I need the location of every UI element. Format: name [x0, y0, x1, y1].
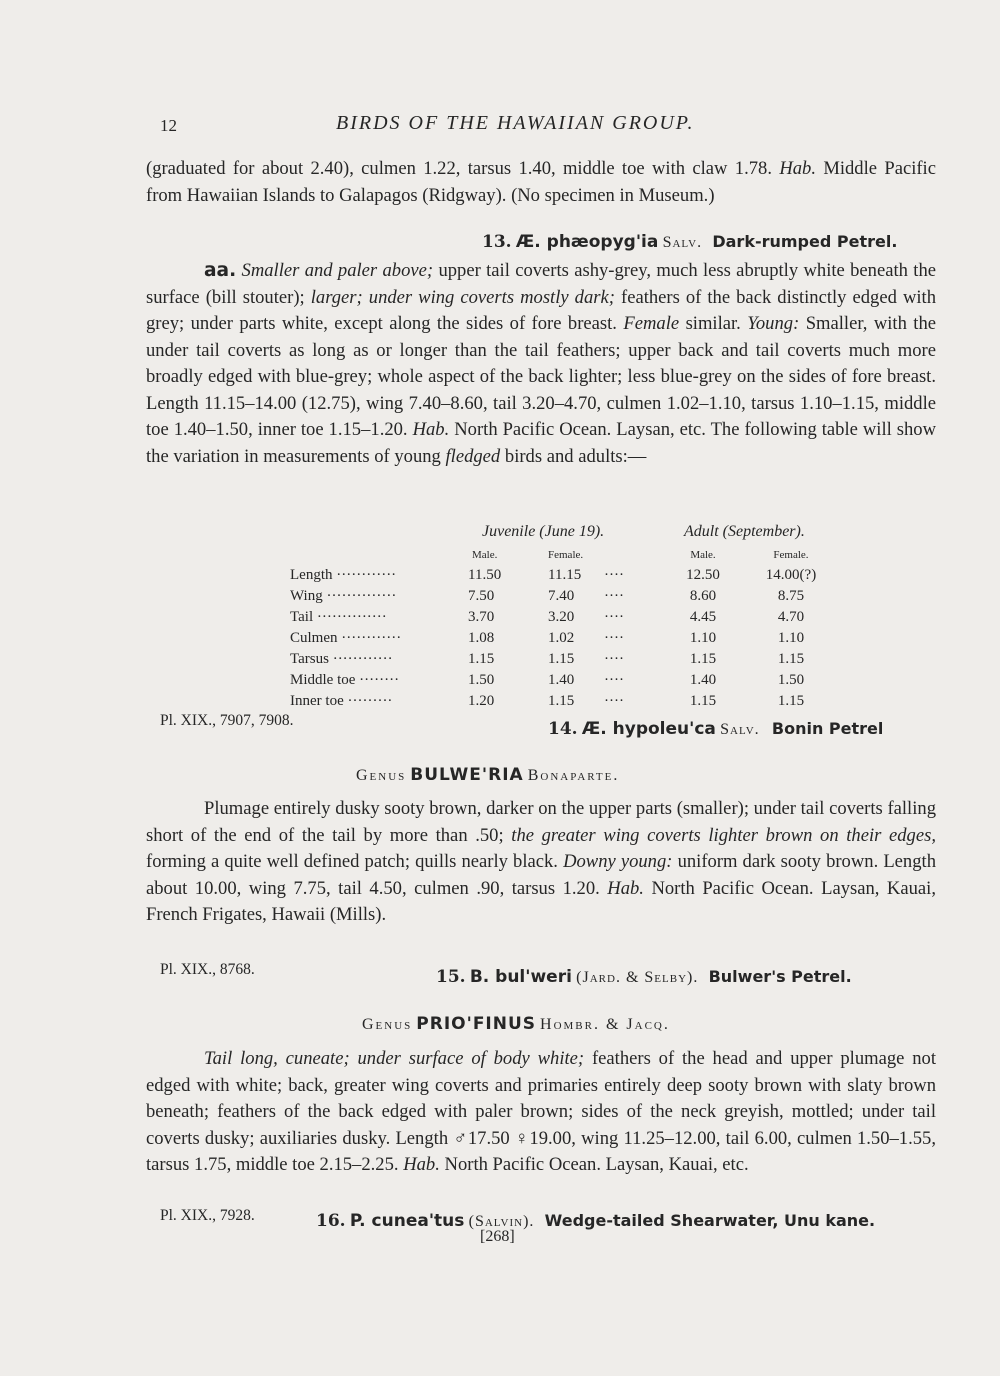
species-authority: Salv. — [662, 234, 703, 251]
italic-text: fledged — [445, 445, 501, 467]
body-text: North Pacific Ocean. Laysan, Kauai, French Frigates, Hawaii (Mills). — [146, 877, 936, 925]
intro-text: (graduated for about 2.40), culmen 1.22, tarsus 1.40, middle toe with claw 1.78. — [146, 158, 772, 179]
genus-name: PRIO'FINUS — [416, 1014, 537, 1034]
species-number: 16. — [316, 1211, 346, 1231]
body-text: Smaller, with the under tail coverts as long as or longer than the tail feathers; upper back and tail coverts much more broadly edged with blue-grey; whole aspect of the back lighter; less blue-grey on the sides of fore breast. Length 11.15–14.00 (12.75), wing 7.40–8.60, tail 3.20–4.70, culmen 1.02–1.10, tarsus 1.10–1.15, middle toe 1.40–1.50, inner toe 1.15–1.20. — [146, 313, 937, 440]
adult-male-value: 1.15 — [689, 693, 717, 709]
juvenile-female-value: 11.15 — [548, 567, 582, 583]
juvenile-male-value: 1.15 — [468, 651, 495, 667]
genus-heading-bulweria — [356, 765, 619, 785]
species-heading-16 — [316, 1211, 875, 1231]
italic-text: larger; under wing coverts mostly dark; — [310, 286, 615, 308]
species-authority: (Salvin). — [468, 1213, 535, 1230]
body-text: feathers of the back distinctly edged with grey; under parts white, except along the sides of fore breast. — [146, 286, 936, 334]
species-13-description — [146, 258, 936, 470]
body-text: uniform dark sooty brown. Length about 10.00, wing 7.75, tail 4.50, culmen .90, tarsus 1.20. — [146, 851, 936, 899]
bulweria-description — [146, 796, 936, 929]
genus-authority: Hombr. & Jacq. — [540, 1016, 670, 1033]
adult-female-value: 8.75 — [777, 588, 805, 604]
body-text: similar. — [685, 313, 741, 334]
adult-male-value: 1.15 — [689, 651, 717, 667]
species-number: 15. — [436, 967, 466, 987]
measurement-row: Length ············ 11.50 11.15 ···· 12.50 14.00(?) — [290, 565, 836, 586]
species-name: Æ. phæopyg'ia — [515, 232, 659, 252]
genus-prefix: Genus — [362, 1016, 413, 1033]
body-text: upper tail coverts ashy-grey, much less abruptly white beneath the surface (bill stouter); — [146, 260, 936, 308]
adult-female-value: 14.00(?) — [765, 567, 817, 583]
intro-hab-text: Middle Pacific from Hawaiian Islands to Galapagos (Ridgway). (No specimen in Museum.) — [146, 158, 936, 206]
italic-text: Hab. — [403, 1154, 440, 1175]
measurement-label: Wing ·············· — [290, 588, 397, 604]
column-juvenile-male: Male. — [472, 548, 498, 561]
species-authority: Salv. — [720, 721, 760, 738]
juvenile-male-value: 3.70 — [468, 609, 495, 625]
measurement-label: Culmen ············ — [290, 630, 402, 646]
adult-male-value: 4.45 — [689, 609, 717, 625]
body-text: North Pacific Ocean. Laysan, etc. The following table will show the variation in measurements of young — [146, 419, 937, 467]
genus-heading-priofinus — [362, 1014, 670, 1034]
body-text: birds and adults:— — [504, 445, 647, 467]
adult-male-value: 1.40 — [689, 672, 717, 688]
species-common-name: Bonin Petrel — [771, 719, 884, 738]
adult-male-value: 8.60 — [689, 588, 717, 604]
italic-text: Downy young: — [563, 851, 673, 872]
measurement-row: Tarsus ············ 1.15 1.15 ···· 1.15 1.15 — [290, 649, 836, 670]
italic-text: Hab. — [607, 877, 644, 899]
species-name: B. bul'weri — [469, 967, 572, 987]
genus-authority: Bonaparte. — [527, 767, 620, 784]
column-adult-male: Male. — [690, 548, 716, 561]
adult-female-value: 1.15 — [777, 693, 805, 709]
species-heading-13 — [482, 232, 897, 252]
group-juvenile: Juvenile (June 19). — [482, 523, 605, 540]
juvenile-male-value: 1.50 — [468, 672, 495, 688]
measurement-label: Tail ·············· — [290, 609, 387, 625]
juvenile-female-value: 7.40 — [548, 588, 575, 604]
juvenile-female-value: 1.02 — [548, 630, 575, 646]
plate-reference-14: Pl. XIX., 7907, 7908. — [160, 712, 294, 729]
measurement-row: Middle toe ········ 1.50 1.40 ···· 1.40 1.50 — [290, 670, 836, 691]
species-number: 13. — [482, 232, 512, 252]
species-number: 14. — [548, 719, 578, 739]
measurement-row: Culmen ············ 1.08 1.02 ···· 1.10 1.10 — [290, 628, 836, 649]
hab-label: Hab. — [779, 158, 816, 179]
juvenile-female-value: 3.20 — [548, 609, 575, 625]
measurement-label: Middle toe ········ — [290, 672, 400, 688]
species-common-name: Bulwer's Petrel. — [708, 967, 852, 986]
italic-text: Female — [623, 313, 680, 334]
italic-text: Hab. — [412, 419, 450, 440]
intro-paragraph — [146, 156, 936, 209]
body-text: Plumage entirely dusky sooty brown, darker on the upper parts (smaller); under tail coverts falling short of the end of the tail by more than .50; — [146, 798, 936, 846]
species-authority: (Jard. & Selby). — [576, 969, 699, 986]
measurement-row: Tail ·············· 3.70 3.20 ···· 4.45 4.70 — [290, 607, 836, 628]
measurements-table — [290, 520, 836, 712]
measurements-body — [290, 565, 836, 712]
body-text: North Pacific Ocean. Laysan, Kauai, etc. — [444, 1154, 749, 1175]
genus-prefix: Genus — [356, 767, 407, 784]
adult-female-value: 4.70 — [777, 609, 805, 625]
key-label: aa. — [204, 260, 237, 281]
folio-number: [268] — [480, 1228, 515, 1245]
adult-female-value: 1.50 — [777, 672, 805, 688]
juvenile-male-value: 1.08 — [468, 630, 495, 646]
body-text: feathers of the head and upper plumage not edged with white; back, greater wing coverts and primaries entirely deep sooty brown with slaty brown beneath; feathers of the back edged with paler brown; sides of the neck greyish, mottled; under tail coverts dusky; auxiliaries dusky. Length ♂17.50 ♀19.00, wing 11.25–12.00, tail 6.00, culmen 1.50–1.55, tarsus 1.75, middle toe 2.15–2.25. — [146, 1048, 937, 1175]
juvenile-female-value: 1.15 — [548, 693, 575, 709]
running-title: BIRDS OF THE HAWAIIAN GROUP. — [336, 112, 695, 134]
plate-reference-15: Pl. XIX., 8768. — [160, 961, 255, 978]
juvenile-female-value: 1.40 — [548, 672, 575, 688]
measurement-row: Inner toe ········· 1.20 1.15 ···· 1.15 1.15 — [290, 691, 836, 712]
adult-female-value: 1.10 — [777, 630, 805, 646]
measurement-label: Tarsus ············ — [290, 651, 393, 667]
measurement-label: Inner toe ········· — [290, 693, 393, 709]
adult-male-value: 12.50 — [686, 567, 720, 583]
adult-female-value: 1.15 — [777, 651, 805, 667]
italic-text: the greater wing coverts lighter brown on their edges, — [511, 824, 936, 846]
juvenile-male-value: 7.50 — [468, 588, 495, 604]
adult-male-value: 1.10 — [689, 630, 717, 646]
italic-text: Smaller and paler above; — [241, 260, 434, 281]
group-adult: Adult (September). — [684, 523, 805, 540]
page-number: 12 — [160, 116, 177, 135]
juvenile-male-value: 1.20 — [468, 693, 495, 709]
species-name: P. cunea'tus — [349, 1211, 465, 1231]
column-juvenile-female: Female. — [548, 548, 584, 561]
italic-text: Young: — [747, 313, 800, 334]
species-common-name: Wedge-tailed Shearwater, Unu kane. — [544, 1211, 876, 1230]
juvenile-male-value: 11.50 — [468, 567, 502, 583]
measurement-row: Wing ·············· 7.50 7.40 ···· 8.60 8.75 — [290, 586, 836, 607]
body-text: forming a quite well defined patch; quills nearly black. — [146, 851, 558, 872]
measurement-label: Length ············ — [290, 567, 397, 583]
priofinus-description — [146, 1046, 936, 1179]
species-heading-14 — [548, 719, 883, 739]
italic-text: Tail long, cuneate; under surface of body white; — [204, 1048, 585, 1069]
column-adult-female: Female. — [773, 548, 809, 561]
species-common-name: Dark-rumped Petrel. — [712, 232, 898, 251]
genus-name: BULWE'RIA — [410, 765, 524, 785]
species-name: Æ. hypoleu'ca — [581, 719, 716, 739]
plate-reference-16: Pl. XIX., 7928. — [160, 1207, 255, 1224]
species-heading-15 — [436, 967, 852, 987]
juvenile-female-value: 1.15 — [548, 651, 575, 667]
